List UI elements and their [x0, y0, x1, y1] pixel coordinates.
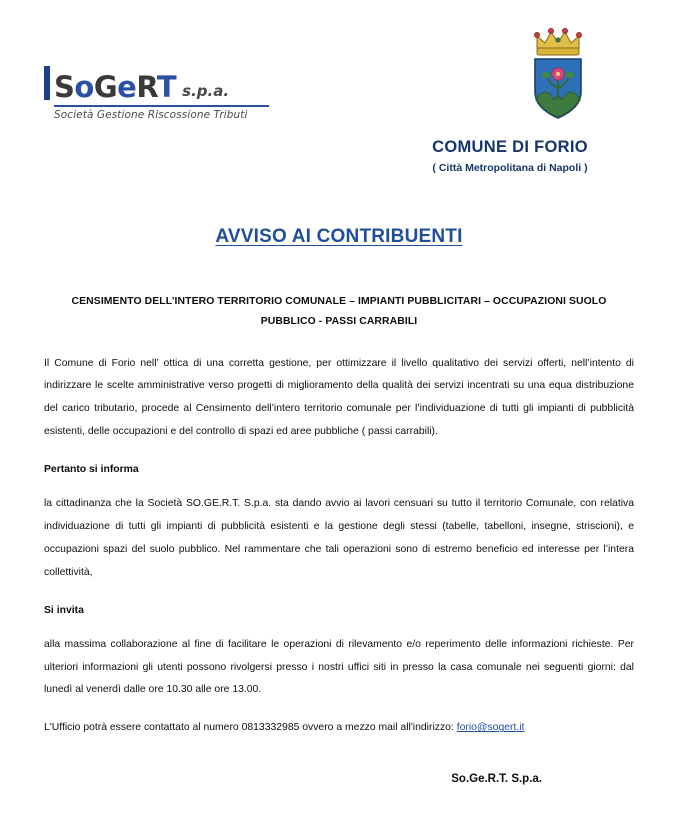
paragraph-2: la cittadinanza che la Società SO.GE.R.T. S.p.a. sta dando avvio ai lavori censuari su tutto il territorio Comunale, con relativa individuazione di tutti gli impianti di pubblicità esistenti e la gestione degli stessi (tabelle, tabelloni, insegne, striscioni), e occupazioni spazi del suolo pubblico. Nel rammentare che tali operazioni sono di estremo beneficio ed interesse per l’intera collettività,: [44, 498, 634, 578]
logo-tagline: Società Gestione Riscossione Tributi: [54, 109, 248, 121]
email-link[interactable]: forio@sogert.it: [456, 722, 525, 734]
comune-title: COMUNE DI FORIO: [432, 138, 588, 156]
document-body: [0, 292, 678, 785]
paragraph-1: Il Comune di Forio nell’ ottica di una corretta gestione, per ottimizzare il livello qualitativo dei servizi offerti, nell’intento di indirizzare le scelte amministrative verso progetti di miglioramento della qualità dei servizi incentrati su una equa distribuzione del carico tributario, procede al Censimento dell’intero territorio comunale per l’individuazione di tutti gli impianti di pubblicità esistenti, delle occupazioni e del controllo di spazi ed aree pubbliche ( passi carrabili).: [44, 357, 634, 438]
contact-line: [44, 722, 634, 733]
contact-text: L'Ufficio potrà essere contattato al numero 0813332985 ovvero a mezzo mail all'indirizzo:: [44, 722, 457, 734]
subject-line-1: CENSIMENTO DELL’INTERO TERRITORIO COMUNALE – IMPIANTI PUBBLICITARI – OCCUPAZIONI SUOLO: [71, 296, 607, 307]
paragraph-3: alla massima collaborazione al fine di facilitare le operazioni di rilevamento e/o reperimento delle informazioni richieste. Per ulteriori informazioni gli utenti possono rivolgersi presso i nostri uffici siti in presso la casa comunale nei seguenti giorni: dal lunedì al venerdì dalle ore 10.30 alle ore 13.00.: [44, 638, 634, 696]
logo-wordmark-row: [44, 66, 274, 102]
coat-of-arms-icon: [527, 26, 589, 122]
comune-subtitle: ( Città Metropolitana di Napoli ): [432, 162, 588, 174]
logo-spa-label: s.p.a.: [182, 82, 230, 100]
page-title: AVVISO AI CONTRIBUENTI: [215, 226, 463, 247]
lead-pertanto-si-informa: Pertanto si informa: [44, 464, 139, 476]
lead-si-invita: Si invita: [44, 604, 84, 616]
logo-accent-bar: [44, 66, 50, 100]
subject-heading: [44, 292, 634, 333]
signature: So.Ge.R.T. S.p.a.: [451, 773, 542, 786]
document-header: [0, 0, 678, 190]
sogert-logo: [44, 66, 274, 121]
logo-divider: [54, 105, 269, 107]
logo-wordmark: SoGeRT: [54, 70, 177, 104]
subject-line-2: PUBBLICO - PASSI CARRABILI: [260, 316, 418, 328]
